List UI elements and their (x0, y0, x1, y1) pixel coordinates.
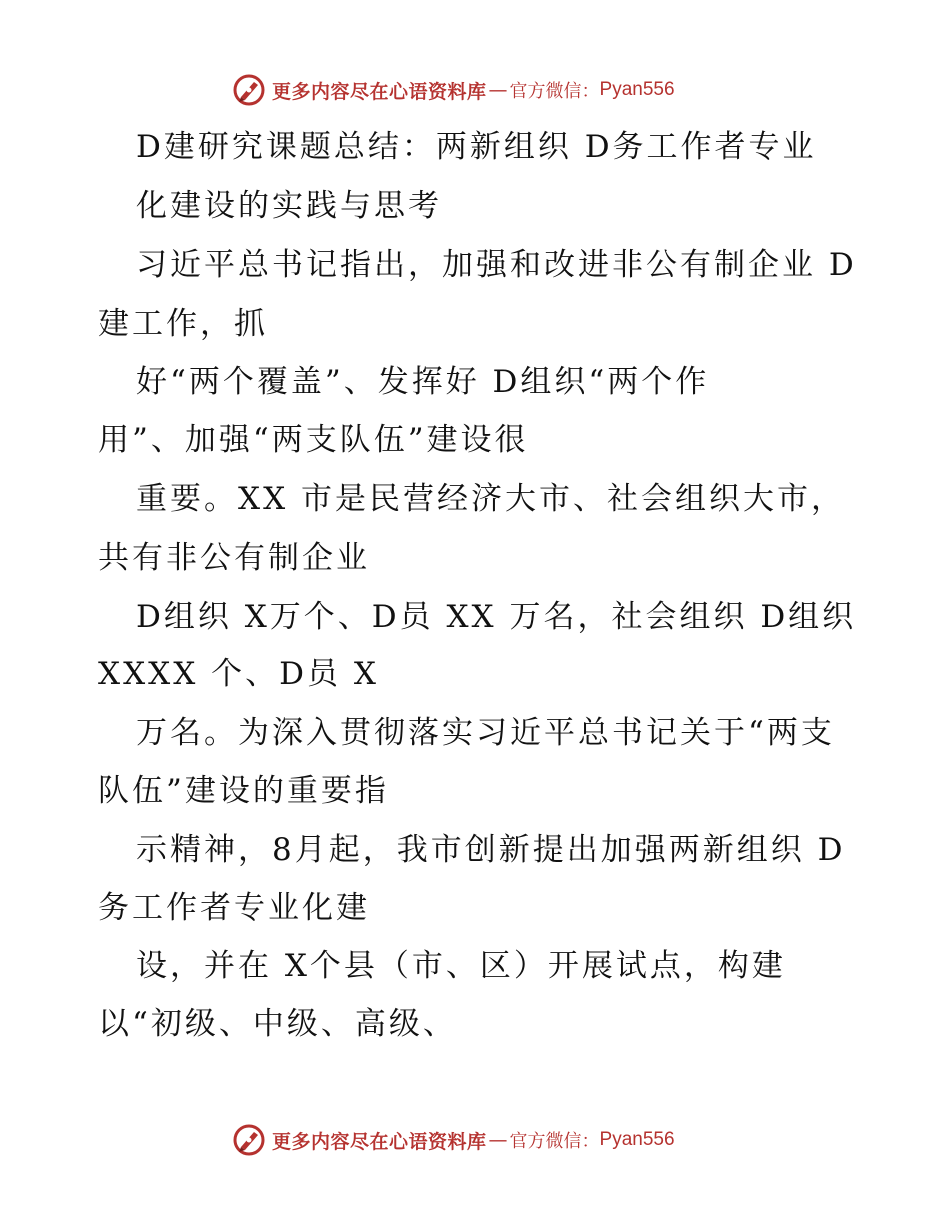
text-line: 共有非公有制企业 (98, 540, 370, 576)
text-line: 万名。为深入贯彻落实习近平总书记关于“两支 (136, 715, 835, 751)
watermark-id: Pyan556 (599, 79, 675, 100)
text-line: 习近平总书记指出，加强和改进非公有制企业 D (136, 247, 857, 283)
text-line: 建工作，抓 (98, 306, 268, 342)
text-line: 以“初级、中级、高级、 (98, 1006, 457, 1042)
text-line: 示精神，8月起，我市创新提出加强两新组织 D (136, 832, 846, 868)
text-line: D建研究课题总结：两新组织 D务工作者专业 (136, 129, 817, 165)
text-line: 重要。XX 市是民营经济大市、社会组织大市， (136, 481, 845, 517)
watermark-text: 更多内容尽在心语资料库 (272, 1130, 487, 1153)
watermark-label: 官方微信： (509, 81, 600, 102)
text-line: 用”、加强“两支队伍”建设很 (98, 422, 529, 458)
text-line: 队伍”建设的重要指 (98, 773, 389, 809)
text-line: 好“两个覆盖”、发挥好 D组织“两个作 (136, 364, 710, 400)
watermark-id: Pyan556 (599, 1129, 675, 1150)
text-line: D组织 X万个、D员 XX 万名，社会组织 D组织 (136, 599, 857, 635)
text-line: XXXX 个、D员 X (98, 656, 379, 692)
text-line: 设，并在 X个县（市、区）开展试点，构建 (136, 948, 786, 984)
text-line: 化建设的实践与思考 (136, 188, 442, 224)
watermark-text: 更多内容尽在心语资料库 (272, 80, 487, 103)
watermark-label: 官方微信： (509, 1131, 600, 1152)
watermark-dash: — (488, 79, 508, 101)
pen-logo-icon (232, 1123, 266, 1157)
footer-watermark (232, 1123, 675, 1157)
watermark-dash: — (488, 1129, 508, 1151)
text-line: 务工作者专业化建 (98, 890, 370, 926)
